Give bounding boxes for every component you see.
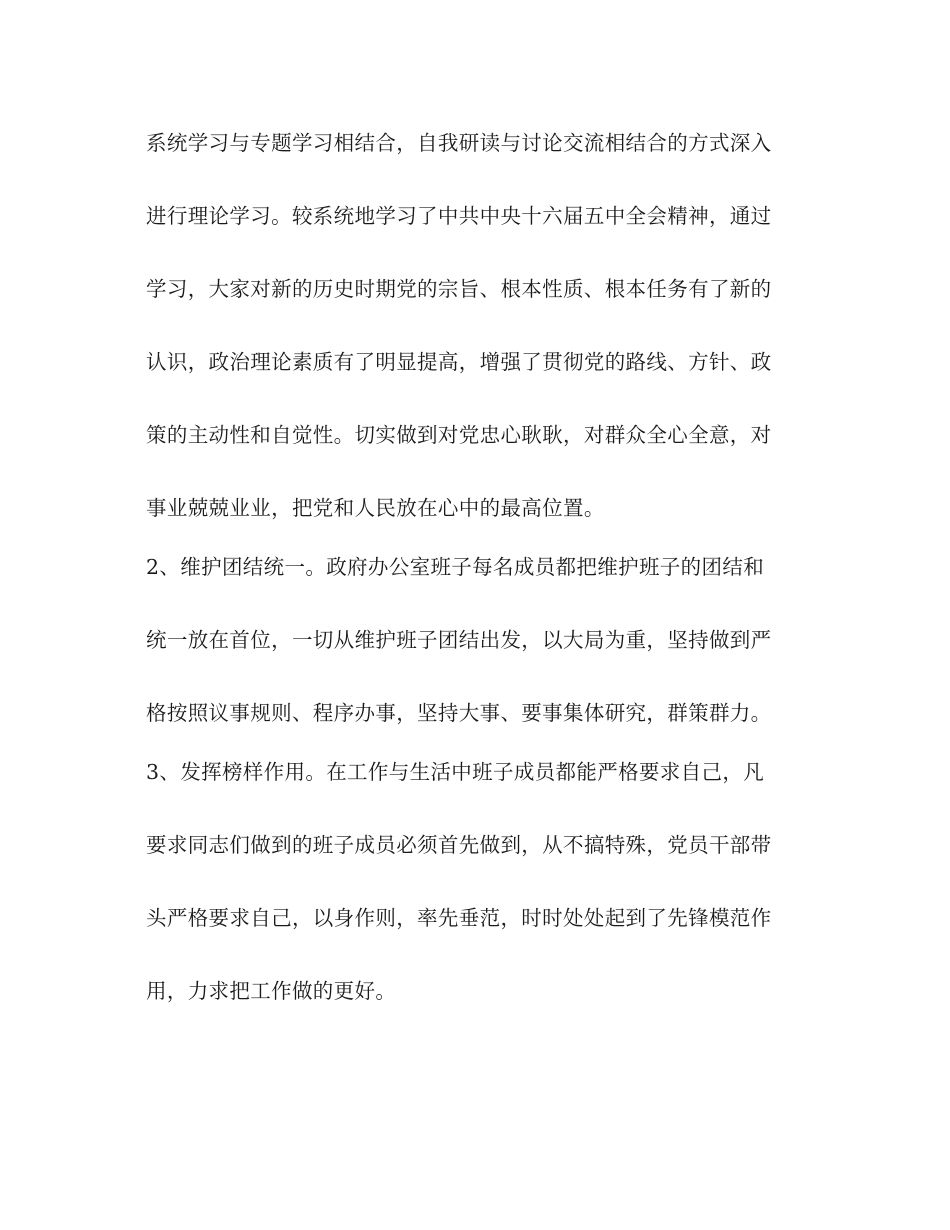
paragraph-line: 要求同志们做到的班子成员必须首先做到，从不搞特殊，党员干部带	[146, 833, 772, 857]
paragraph-line: 学习，大家对新的历史时期党的宗旨、根本性质、根本任务有了新的	[146, 277, 772, 301]
paragraph-line: 统一放在首位，一切从维护班子团结出发，以大局为重，坚持做到严	[146, 628, 772, 652]
paragraph-line: 用，力求把工作做的更好。	[146, 979, 397, 1003]
paragraph-line: 进行理论学习。较系统地学习了中共中央十六届五中全会精神，通过	[146, 204, 772, 228]
list-item-line: 3、发挥榜样作用。在工作与生活中班子成员都能严格要求自己，凡	[146, 760, 765, 784]
paragraph-line: 事业兢兢业业，把党和人民放在心中的最高位置。	[146, 496, 605, 520]
paragraph-line: 系统学习与专题学习相结合，自我研读与讨论交流相结合的方式深入	[146, 131, 772, 155]
paragraph-line: 认识，政治理论素质有了明显提高，增强了贯彻党的路线、方针、政	[146, 350, 772, 374]
paragraph-line: 格按照议事规则、程序办事，坚持大事、要事集体研究，群策群力。	[146, 701, 772, 725]
paragraph-line: 策的主动性和自觉性。切实做到对党忠心耿耿，对群众全心全意，对	[146, 423, 772, 447]
list-item-line: 2、维护团结统一。政府办公室班子每名成员都把维护班子的团结和	[146, 555, 765, 579]
paragraph-line: 头严格要求自己，以身作则，率先垂范，时时处处起到了先锋模范作	[146, 906, 772, 930]
